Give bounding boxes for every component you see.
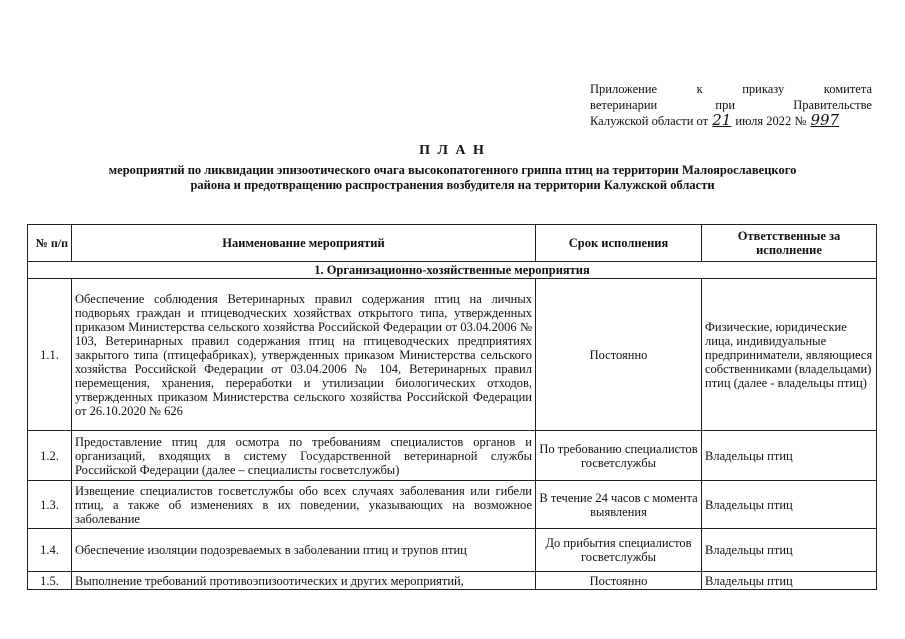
handwritten-order-number: 997: [810, 111, 840, 129]
row-num: 1.4.: [28, 529, 72, 572]
appendix-line-1: [590, 82, 872, 98]
section-row: [28, 262, 877, 279]
appendix-word: ветеринарии: [590, 97, 658, 112]
appendix-word: Приложение: [590, 82, 658, 96]
row-num: 1.3.: [28, 481, 72, 529]
header-term: Срок исполнения: [536, 225, 702, 262]
table-row: [28, 481, 877, 529]
appendix-date-prefix: Калужской области от: [590, 114, 709, 128]
table-row: [28, 431, 877, 481]
table-row: [28, 572, 877, 590]
plan-subtitle-line-2: района и предотвращению распространения возбудителя на территории Калужской области: [190, 178, 715, 192]
appendix-note: [590, 82, 872, 130]
header-num: № п/п: [28, 225, 72, 262]
table-header-row: [28, 225, 877, 262]
row-resp: Владельцы птиц: [702, 572, 877, 590]
row-resp: Владельцы птиц: [702, 481, 877, 529]
plan-subtitle-line-1: мероприятий по ликвидации эпизоотического очага высокопатогенного гриппа птиц на территории Малоярославецкого: [108, 163, 797, 177]
header-name: Наименование мероприятий: [72, 225, 536, 262]
row-name: Обеспечение изоляции подозреваемых в заболевании птиц и трупов птиц: [72, 529, 536, 572]
row-num: 1.5.: [28, 572, 72, 590]
plan-subtitle: [0, 163, 905, 193]
row-num: 1.1.: [28, 279, 72, 431]
plan-table: [27, 224, 877, 590]
section-title: 1. Организационно-хозяйственные мероприятия: [28, 262, 877, 279]
row-resp: Владельцы птиц: [702, 529, 877, 572]
row-term: Постоянно: [536, 572, 702, 590]
plan-title: П Л А Н: [419, 143, 486, 158]
row-term: Постоянно: [536, 279, 702, 431]
row-term: В течение 24 часов с момента выявления: [536, 481, 702, 529]
appendix-word: к: [696, 82, 703, 96]
appendix-word: при: [715, 97, 736, 112]
table-row: [28, 529, 877, 572]
row-resp: Владельцы птиц: [702, 431, 877, 481]
appendix-line-3: [590, 113, 872, 130]
row-resp: Физические, юридические лица, индивидуальные предприниматели, являющиеся собственниками (владельцами) птиц (далее - владельцы птиц): [702, 279, 877, 431]
appendix-word: комитета: [823, 82, 872, 96]
row-term: По требованию специалистов госветслужбы: [536, 431, 702, 481]
appendix-date-middle: июля 2022 №: [735, 114, 807, 128]
table-row: [28, 279, 877, 431]
row-name: Обеспечение соблюдения Ветеринарных правил содержания птиц на личных подворьях граждан и птицеводческих хозяйствах открытого типа, утвержденных приказом Министерства сельского хозяйства Российской Федерации от 03.04.2006 № 103, Ветеринарных правил содержания птиц на птицеводческих предприятиях закрытого типа (птицефабриках), утвержденных приказом Министерства сельского хозяйства Российской Федерации от 03.04.2006 № 104, Ветеринарных правил перемещения, хранения, переработки и утилизации биологических отходов, утвержденных приказом Министерства сельского хозяйства Российской Федерации от 26.10.2020 № 626: [72, 279, 536, 431]
handwritten-day: 21: [712, 111, 732, 129]
row-name: Выполнение требований противоэпизоотических и других мероприятий,: [72, 572, 536, 590]
row-name: Предоставление птиц для осмотра по требованиям специалистов органов и организаций, входящих в систему Государственной ветеринарной службы Российской Федерации (далее – специалисты госветслужбы): [72, 431, 536, 481]
row-term: До прибытия специалистов госветслужбы: [536, 529, 702, 572]
appendix-word: Правительстве: [793, 97, 872, 112]
header-resp: Ответственные за исполнение: [702, 225, 877, 262]
appendix-word: приказу: [742, 82, 785, 96]
row-name: Извещение специалистов госветслужбы обо всех случаях заболевания или гибели птиц, а также об изменениях в их поведении, указывающих на возможное заболевание: [72, 481, 536, 529]
row-num: 1.2.: [28, 431, 72, 481]
